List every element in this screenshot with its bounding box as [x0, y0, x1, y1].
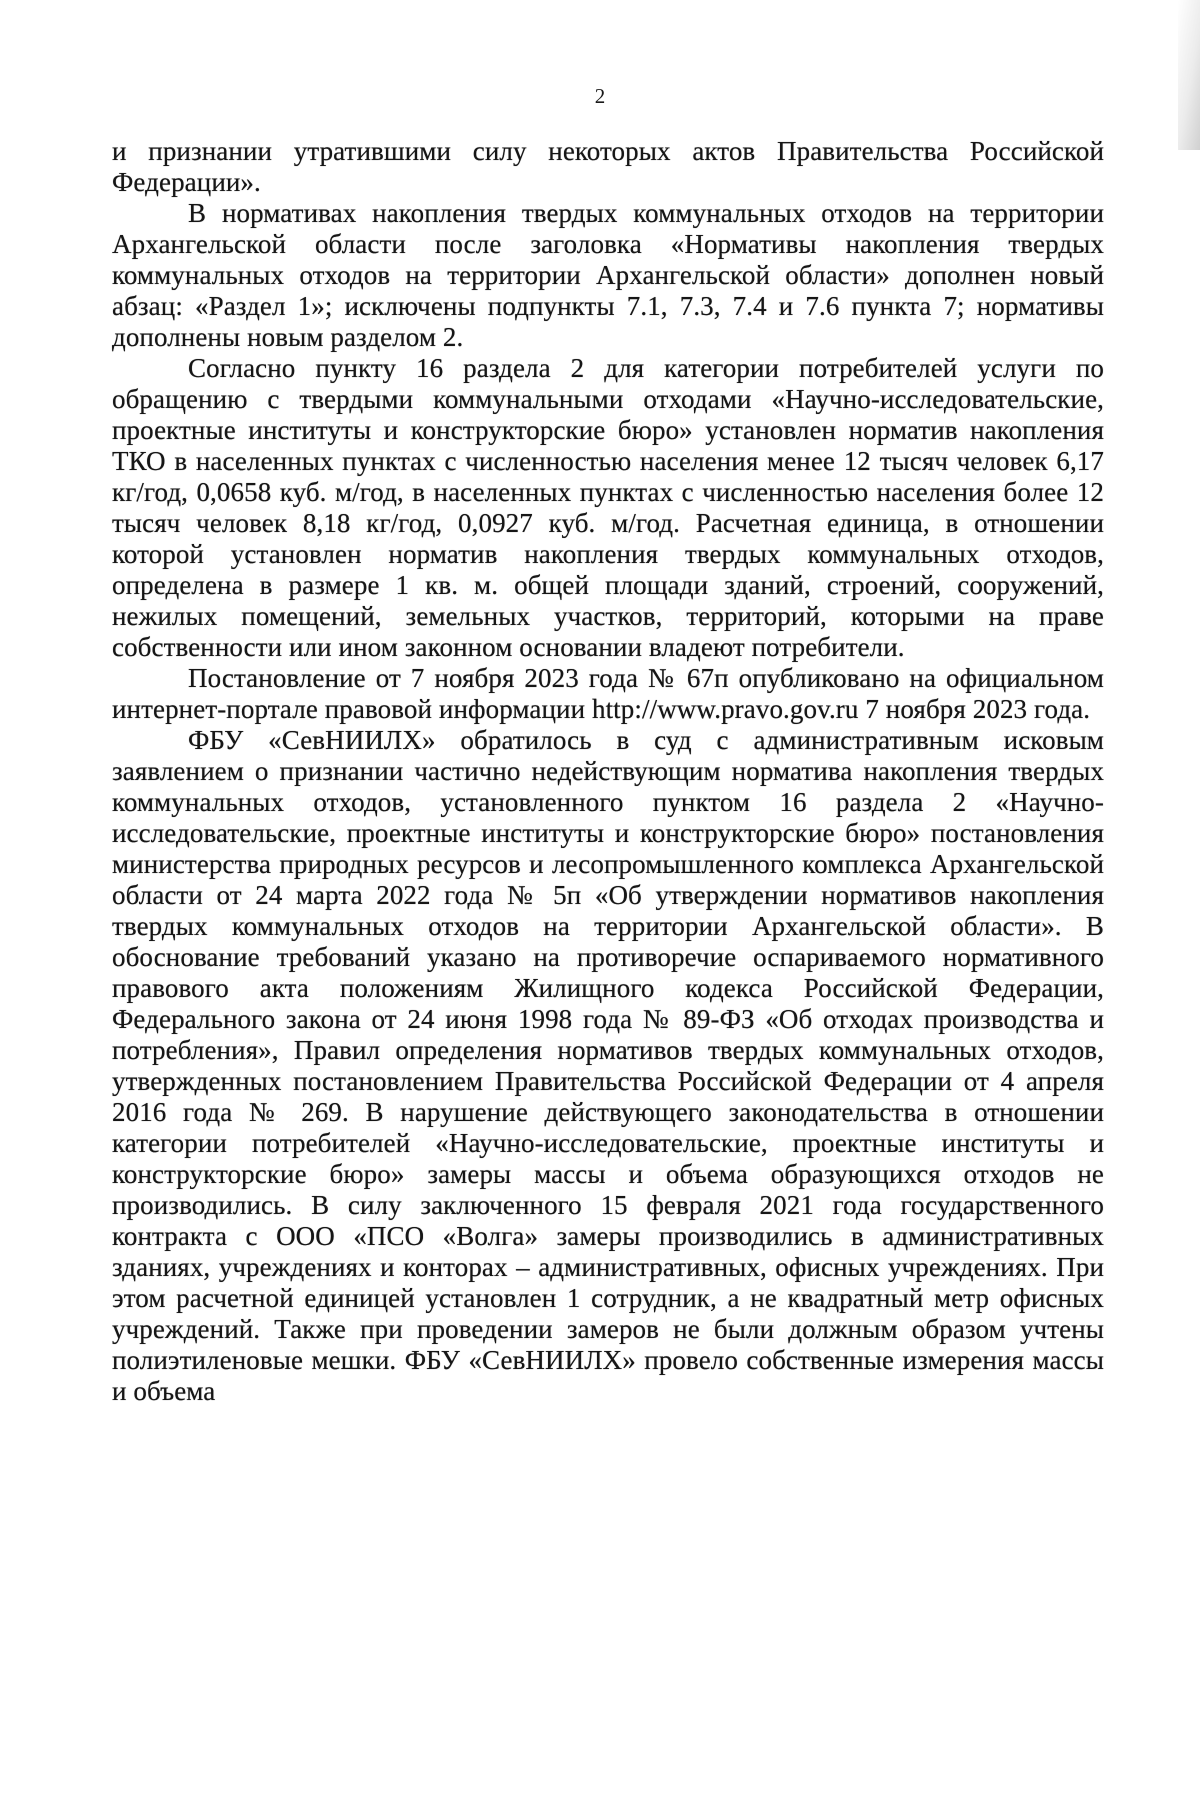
paragraph-norms-amendments: В нормативах накопления твердых коммунальных отходов на территории Архангельской области после заголовка «Нормативы накопления твердых коммунальных отходов на территории Архангельской области» дополнен новый абзац: «Раздел 1»; исключены подпункты 7.1, 7.3, 7.4 и 7.6 пункта 7; нормативы дополнены новым разделом 2.: [112, 198, 1104, 352]
document-body: [112, 136, 1104, 1407]
paragraph-continuation: и признании утратившими силу некоторых актов Правительства Российской Федерации».: [112, 136, 1104, 197]
paragraph-clause-16: Согласно пункту 16 раздела 2 для категории потребителей услуги по обращению с твердыми коммунальными отходами «Научно-исследовательские, проектные институты и конструкторские бюро» установлен норматив накопления ТКО в населенных пунктах с численностью населения менее 12 тысяч человек 6,17 кг/год, 0,0658 куб. м/год, в населенных пунктах с численностью населения более 12 тысяч человек 8,18 кг/год, 0,0927 куб. м/год. Расчетная единица, в отношении которой установлен норматив накопления твердых коммунальных отходов, определена в размере 1 кв. м. общей площади зданий, строений, сооружений, нежилых помещений, земельных участков, территорий, которыми на праве собственности или ином законном основании владеют потребители.: [112, 353, 1104, 662]
page-number: 2: [594, 84, 606, 108]
paragraph-publication: Постановление от 7 ноября 2023 года № 67п опубликовано на официальном интернет-портале правовой информации http://www.pravo.gov.ru 7 ноября 2023 года.: [112, 663, 1104, 724]
scan-edge-shadow: [1178, 0, 1200, 150]
paragraph-claim: ФБУ «СевНИИЛХ» обратилось в суд с административным исковым заявлением о признании частично недействующим норматива накопления твердых коммунальных отходов, установленного пунктом 16 раздела 2 «Научно-исследовательские, проектные институты и конструкторские бюро» постановления министерства природных ресурсов и лесопромышленного комплекса Архангельской области от 24 марта 2022 года № 5п «Об утверждении нормативов накопления твердых коммунальных отходов на территории Архангельской области». В обоснование требований указано на противоречие оспариваемого нормативного правового акта положениям Жилищного кодекса Российской Федерации, Федерального закона от 24 июня 1998 года № 89-ФЗ «Об отходах производства и потребления», Правил определения нормативов твердых коммунальных отходов, утвержденных постановлением Правительства Российской Федерации от 4 апреля 2016 года № 269. В нарушение действующего законодательства в отношении категории потребителей «Научно-исследовательские, проектные институты и конструкторские бюро» замеры массы и объема образующихся отходов не производились. В силу заключенного 15 февраля 2021 года государственного контракта с ООО «ПСО «Волга» замеры производились в административных зданиях, учреждениях и конторах – административных, офисных учреждениях. При этом расчетной единицей установлен 1 сотрудник, а не квадратный метр офисных учреждений. Также при проведении замеров не были должным образом учтены полиэтиленовые мешки. ФБУ «СевНИИЛХ» провело собственные измерения массы и объема: [112, 725, 1104, 1406]
